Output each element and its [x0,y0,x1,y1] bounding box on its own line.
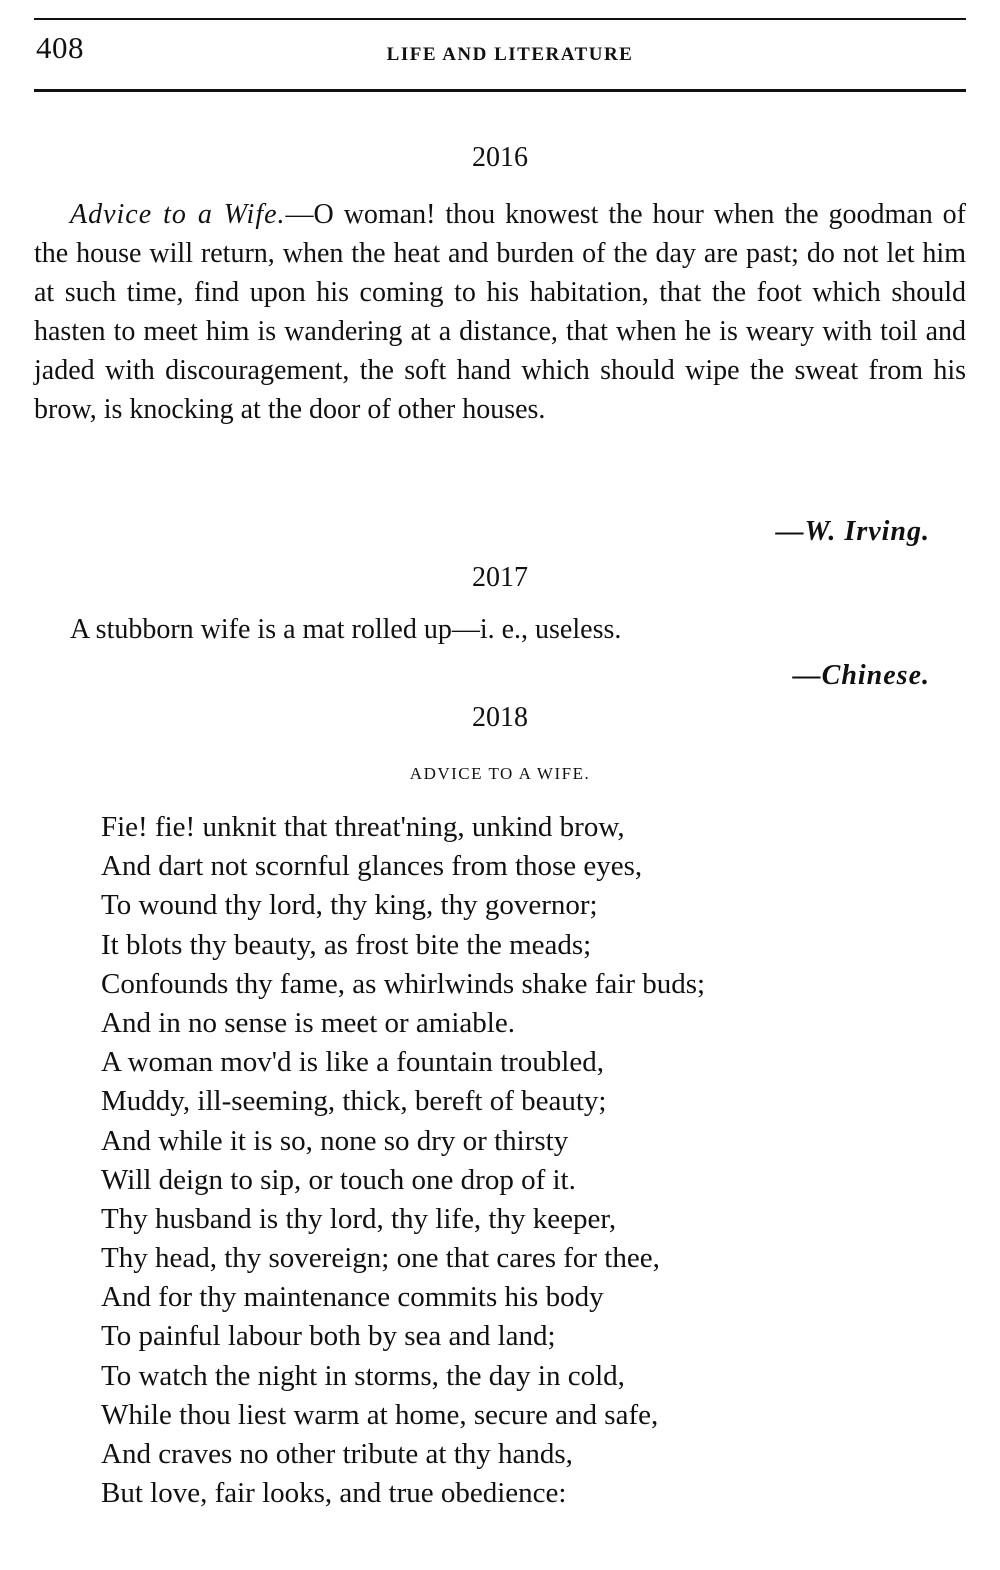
entry-2016-lead: Advice to a Wife. [70,199,286,230]
poem-line: To painful labour both by sea and land; [101,1320,556,1353]
entry-2017-attribution: —Chinese. [792,660,930,691]
poem-line: A woman mov'd is like a fountain troubled, [101,1046,604,1079]
running-head [34,30,966,80]
entry-2016-attribution: —W. Irving. [775,516,930,547]
entry-number-2018: 2018 [472,702,528,733]
poem-line: And craves no other tribute at thy hands, [101,1438,573,1470]
poem-line: Muddy, ill-seeming, thick, bereft of beauty; [101,1085,607,1118]
poem-line: And for thy maintenance commits his body [101,1281,604,1314]
poem-line: And dart not scornful glances from those eyes, [101,850,643,883]
entry-2017-text: A stubborn wife is a mat rolled up—i. e., useless. [70,614,622,645]
poem-line: To watch the night in storms, the day in cold, [101,1359,625,1392]
entry-2016-text [34,195,966,429]
poem-line: But love, fair looks, and true obedience: [101,1477,567,1510]
running-title: LIFE AND LITERATURE [386,44,634,65]
poem-line: Confounds thy fame, as whirlwinds shake fair buds; [101,967,706,1000]
poem-line: It blots thy beauty, as frost bite the meads; [101,928,592,961]
poem-line: To wound thy lord, thy king, thy governor; [101,889,598,922]
poem-line: Thy head, thy sovereign; one that cares for thee, [101,1242,660,1275]
entry-number-2016: 2016 [472,142,528,173]
poem-title: ADVICE TO A WIFE. [409,764,591,783]
poem-line: Fie! fie! unknit that threat'ning, unkind brow, [101,811,625,843]
entry-2016-body: —O woman! thou knowest the hour when the goodman of the house will return, when the heat and burden of the day are past; do not let him at such time, find upon his coming to his habitation, that the foot which should hasten to meet him is wandering at a distance, that when he is weary with toil and jaded with discouragement, the soft hand which should wipe the sweat from his brow, is knocking at the door of other houses. [34,199,966,425]
page-number: 408 [36,30,84,65]
poem-line: And in no sense is meet or amiable. [101,1006,515,1039]
header-rule-bottom [34,89,966,92]
poem-line: Will deign to sip, or touch one drop of it. [101,1163,576,1196]
poem-line: Thy husband is thy lord, thy life, thy keeper, [101,1202,617,1235]
poem [101,808,961,1513]
poem-line: While thou liest warm at home, secure and safe, [101,1398,659,1431]
entry-number-2017: 2017 [472,562,528,593]
header-rule-top [34,18,966,20]
poem-line: And while it is so, none so dry or thirsty [101,1124,569,1157]
